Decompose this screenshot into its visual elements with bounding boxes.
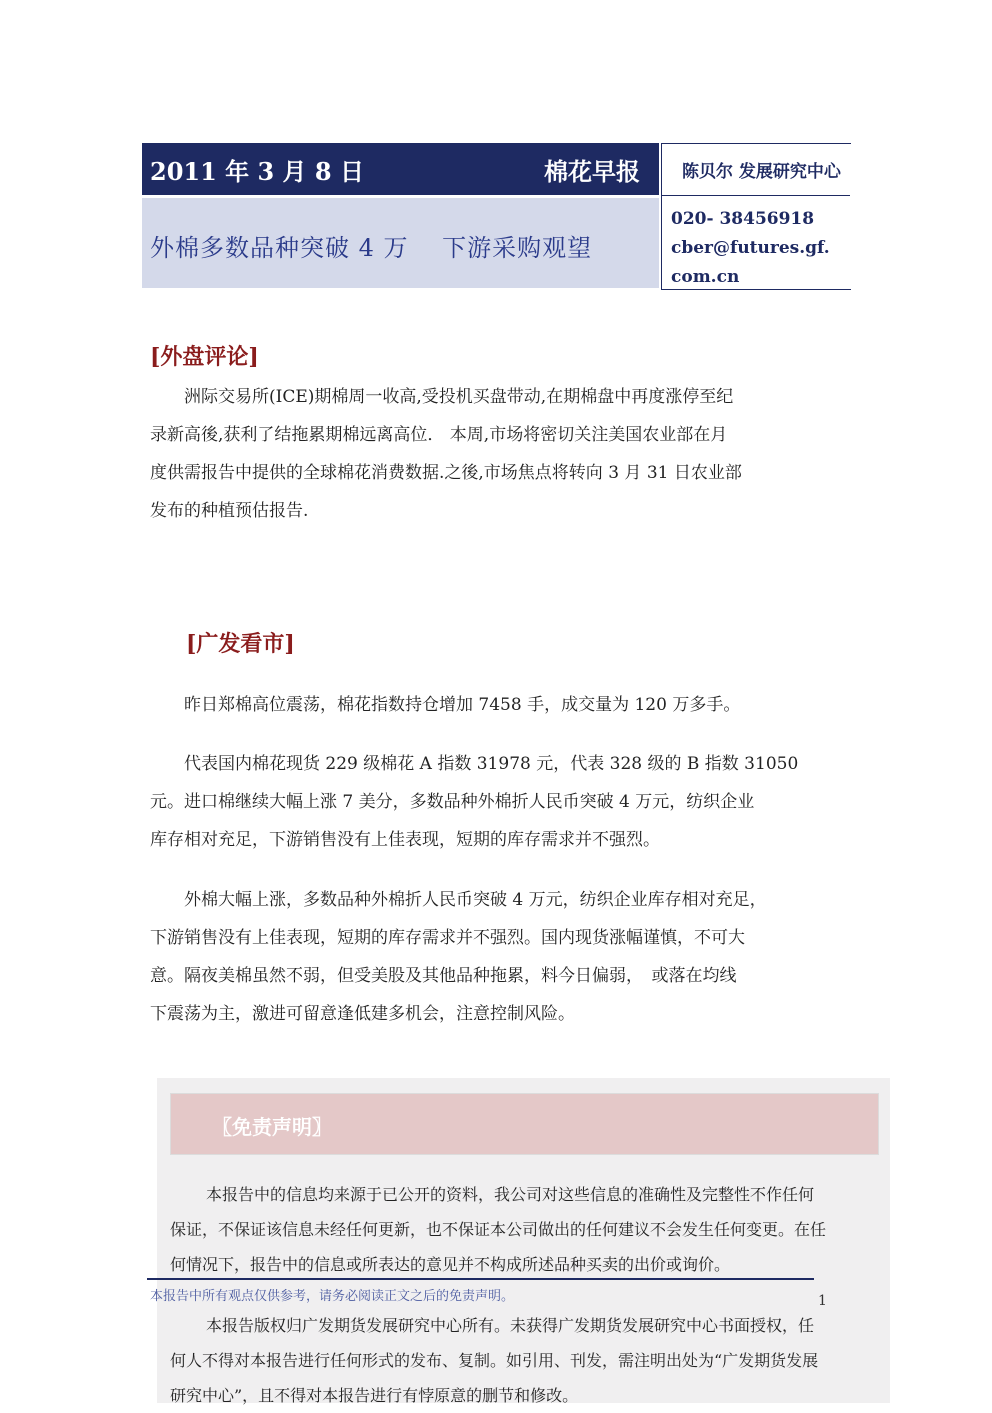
footer-rule	[147, 1278, 814, 1280]
contact-email-line1[interactable]: cber@futures.gf.	[671, 238, 830, 258]
author-box-divider	[661, 195, 850, 196]
paragraph-line: 下游销售没有上佳表现，短期的库存需求并不强烈。国内现货涨幅谨慎，不可大	[150, 928, 745, 948]
paragraph-line: 代表国内棉花现货 229 级棉花 A 指数 31978 元，代表 328 级的 B 指数 31050	[184, 754, 799, 774]
disclaimer-paragraph-2	[170, 1308, 878, 1413]
disclaimer-title: 〖免责声明〗	[212, 1115, 332, 1139]
section-title-market-view: [广发看市]	[186, 631, 295, 657]
paragraph-line: 下震荡为主，激进可留意逢低建多机会，注意控制风险。	[150, 1004, 575, 1024]
report-date: 2011 年 3 月 8 日	[150, 157, 364, 186]
overseas-commentary	[150, 378, 843, 530]
paragraph-line: 洲际交易所(ICE)期棉周一收高,受投机买盘带动,在期棉盘中再度涨停至纪	[184, 387, 734, 407]
market-paragraph-2	[150, 745, 843, 859]
paragraph-line: 录新高後,获利了结拖累期棉远离高位． 本周,市场将密切关注美国农业部在月	[150, 425, 728, 445]
paragraph-line: 何情况下，报告中的信息或所表达的意见并不构成所述品种买卖的出价或询价。	[170, 1255, 731, 1274]
paragraph-line: 本报告中的信息均来源于已公开的资料，我公司对这些信息的准确性及完整性不作任何	[206, 1185, 815, 1204]
paragraph-line: 本报告版权归广发期货发展研究中心所有。未获得广发期货发展研究中心书面授权，任	[206, 1316, 815, 1335]
section-title-overseas: [外盘评论]	[150, 344, 259, 370]
contact-phone: 020- 38456918	[671, 209, 815, 229]
paragraph-line: 保证，不保证该信息未经任何更新，也不保证本公司做出的任何建议不会发生任何变更。在任	[170, 1220, 827, 1239]
disclaimer-paragraph-1	[170, 1177, 878, 1282]
paragraph-line: 研究中心”，且不得对本报告进行有悖原意的删节和修改。	[170, 1386, 579, 1405]
report-headline: 外棉多数品种突破 4 万 下游采购观望	[150, 234, 593, 262]
market-paragraph-3	[150, 881, 843, 1033]
paragraph-line: 库存相对充足，下游销售没有上佳表现，短期的库存需求并不强烈。	[150, 830, 660, 850]
paragraph-line: 元。进口棉继续大幅上涨 7 美分，多数品种外棉折人民币突破 4 万元，纺织企业	[150, 792, 755, 812]
author-name: 陈贝尔 发展研究中心	[682, 162, 841, 182]
paragraph-line: 外棉大幅上涨，多数品种外棉折人民币突破 4 万元，纺织企业库存相对充足，	[184, 890, 767, 910]
paragraph-line: 度供需报告中提供的全球棉花消费数据.之後,市场焦点将转向 3 月 31 日农业部	[150, 463, 742, 483]
paragraph-line: 何人不得对本报告进行任何形式的发布、复制。如引用、刊发，需注明出处为“广发期货发展	[170, 1351, 819, 1370]
paragraph-line: 意。隔夜美棉虽然不弱，但受美股及其他品种拖累，料今日偏弱， 或落在均线	[150, 966, 737, 986]
footer-note: 本报告中所有观点仅供参考，请务必阅读正文之后的免责声明。	[150, 1289, 515, 1304]
market-paragraph-1: 昨日郑棉高位震荡，棉花指数持仓增加 7458 手，成交量为 120 万多手。	[184, 695, 741, 715]
page-number: 1	[818, 1293, 827, 1309]
contact-email-line2[interactable]: com.cn	[671, 267, 740, 287]
contact-info	[671, 205, 830, 292]
report-type: 棉花早报	[544, 157, 640, 186]
paragraph-line: 发布的种植预估报告.	[150, 501, 309, 521]
